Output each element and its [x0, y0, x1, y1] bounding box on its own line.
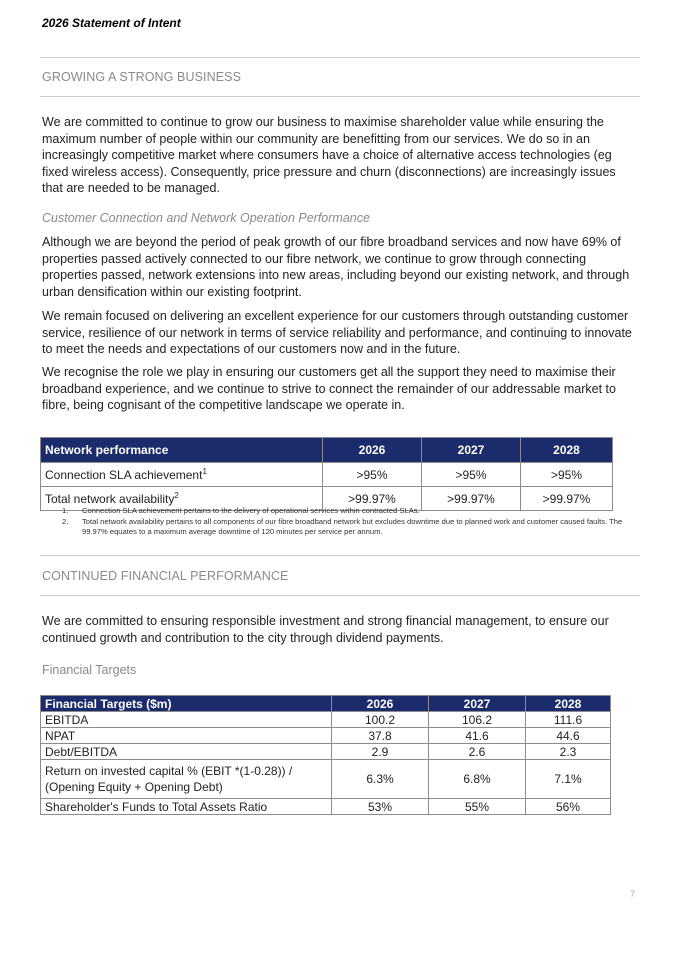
subheading-financial-targets: Financial Targets	[42, 663, 137, 677]
footnote-text: Connection SLA achievement pertains to the delivery of operational services within contracted SLAs.	[82, 506, 420, 515]
paragraph-broadband-support: We recognise the role we play in ensuring our customers get all the support they need to maximise their broadband experience, and we continue to strive to connect the remainder of our addressable market to fibre, being cognisant of the competitive landscape we operate in.	[42, 365, 616, 413]
row-label-text: Total network availability	[45, 492, 175, 506]
row-label: Shareholder's Funds to Total Assets Ratio	[41, 799, 332, 815]
page-number: 7	[630, 889, 636, 899]
table-cell: 7.1%	[526, 760, 611, 799]
footnote-ref: 1	[202, 467, 207, 476]
table-cell: >95%	[521, 463, 613, 487]
table-header-row	[41, 696, 611, 712]
table-cell: 111.6	[526, 712, 611, 728]
table-footnotes	[42, 506, 638, 538]
table-cell: 55%	[429, 799, 526, 815]
subheading-customer-connection: Customer Connection and Network Operation Performance	[42, 211, 370, 225]
divider	[40, 595, 640, 596]
column-header: 2027	[429, 696, 526, 712]
table-cell: 100.2	[332, 712, 429, 728]
table-cell: 6.3%	[332, 760, 429, 799]
financial-intro-paragraph: We are committed to ensuring responsible investment and strong financial management, to ensure our continued growth and contribution to the city through dividend payments.	[42, 614, 609, 645]
column-header: Network performance	[41, 438, 323, 463]
intro-paragraph: We are committed to continue to grow our business to maximise shareholder value while ensuring the maximum number of people within our community are benefitting from our services. We do so in an increasingly competitive market where consumers have a choice of alternative access technologies (eg fixed wireless access). Consequently, price pressure and churn (disconnections) are increasingly issues that are needed to be managed.	[42, 115, 616, 196]
column-header: 2027	[422, 438, 521, 463]
column-header: Financial Targets ($m)	[41, 696, 332, 712]
section-title-financial: CONTINUED FINANCIAL PERFORMANCE	[42, 569, 289, 583]
footnote-ref: 2	[174, 491, 179, 500]
footnote-text: Total network availability pertains to all components of our fibre broadband network but excludes downtime due to planned work and customer caused faults. The 99.97% equates to a maximum average downtime of 120 minutes per service per annum.	[82, 516, 623, 537]
footnote	[42, 517, 638, 538]
table-cell: >99.97%	[521, 487, 613, 511]
table-header-row	[41, 438, 613, 463]
table-cell: 2.6	[429, 744, 526, 760]
row-label	[41, 463, 323, 487]
table-cell: >99.97%	[323, 487, 422, 511]
row-label: NPAT	[41, 728, 332, 744]
table-cell: 6.8%	[429, 760, 526, 799]
paragraph-fibre-growth: Although we are beyond the period of peak growth of our fibre broadband services and now have 69% of properties passed actively connected to our fibre network, we continue to grow through connecting properties passed, network extensions into new areas, including beyond our existing network, and through urban densification within our existing footprint.	[42, 235, 630, 299]
divider	[40, 555, 640, 556]
table-row	[41, 712, 611, 728]
table-cell: 56%	[526, 799, 611, 815]
divider	[40, 96, 640, 97]
table-row	[41, 728, 611, 744]
column-header: 2026	[323, 438, 422, 463]
column-header: 2026	[332, 696, 429, 712]
table-cell: >99.97%	[422, 487, 521, 511]
document-header-title: 2026 Statement of Intent	[42, 16, 181, 30]
footnote-number: 1.	[62, 506, 69, 515]
table-cell: >95%	[422, 463, 521, 487]
table-row	[41, 799, 611, 815]
table-cell: 106.2	[429, 712, 526, 728]
divider	[40, 57, 640, 58]
table-cell: 37.8	[332, 728, 429, 744]
table-cell: 41.6	[429, 728, 526, 744]
table-cell: 2.9	[332, 744, 429, 760]
row-label: Debt/EBITDA	[41, 744, 332, 760]
table-cell: >95%	[323, 463, 422, 487]
column-header: 2028	[526, 696, 611, 712]
table-cell: 44.6	[526, 728, 611, 744]
footnote	[42, 506, 638, 517]
table-cell: 2.3	[526, 744, 611, 760]
network-performance-table	[40, 437, 613, 511]
table-row	[41, 463, 613, 487]
table-row	[41, 760, 611, 799]
column-header: 2028	[521, 438, 613, 463]
row-label-text: Connection SLA achievement	[45, 468, 203, 482]
section-title-growing: GROWING A STRONG BUSINESS	[42, 70, 242, 84]
row-label: Return on invested capital % (EBIT *(1-0.28)) / (Opening Equity + Opening Debt)	[41, 760, 332, 799]
table-row	[41, 744, 611, 760]
financial-targets-table	[40, 695, 611, 815]
footnote-number: 2.	[62, 516, 69, 526]
table-cell: 53%	[332, 799, 429, 815]
paragraph-customer-experience: We remain focused on delivering an excellent experience for our customers through outstanding customer service, resilience of our network in terms of service reliability and performance, and continuing to innovate to meet the needs and expectations of our customers now and in the future.	[42, 309, 632, 357]
row-label: EBITDA	[41, 712, 332, 728]
